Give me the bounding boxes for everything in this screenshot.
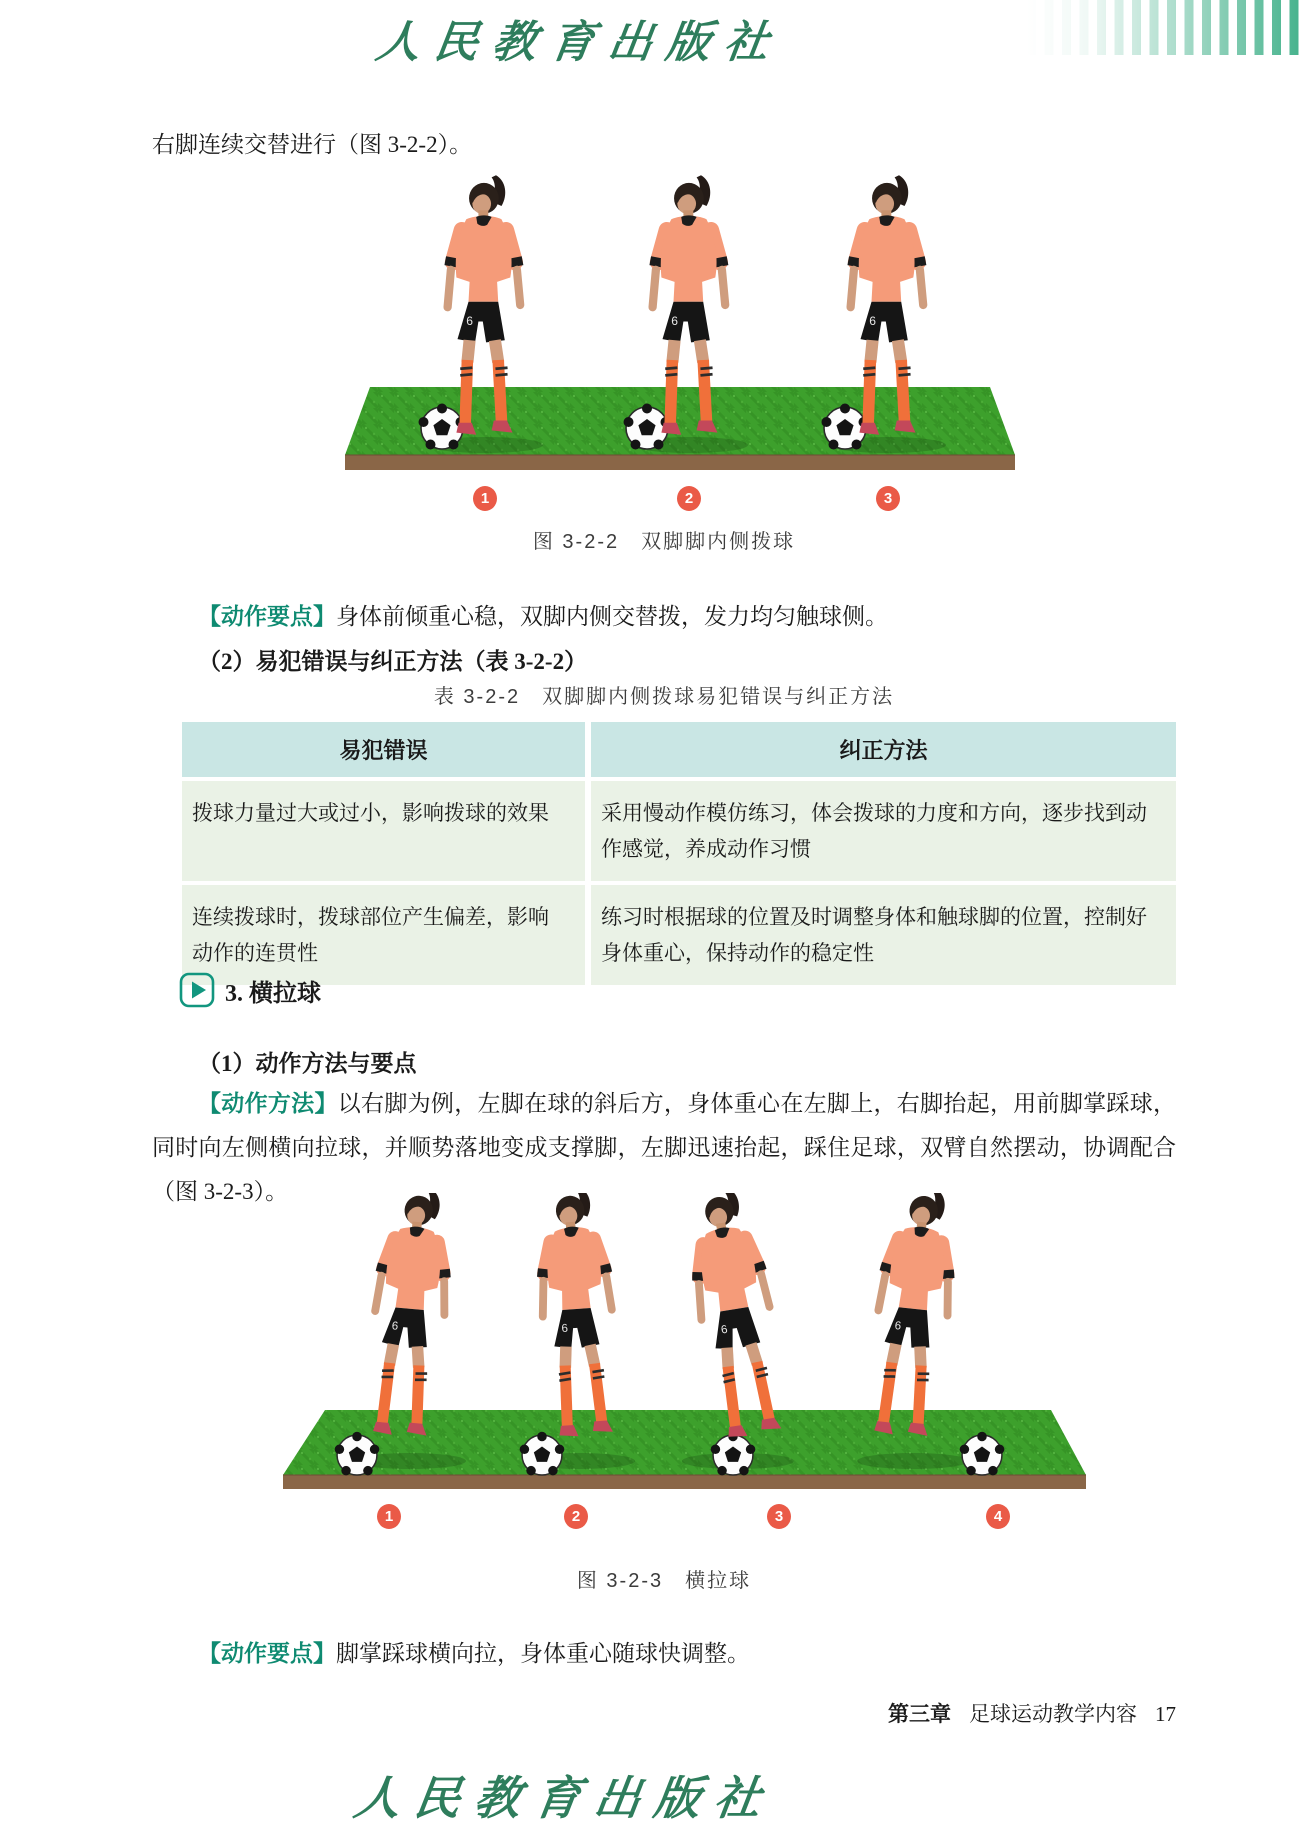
table-row2-fix: 练习时根据球的位置及时调整身体和触球脚的位置，控制好身体重心，保持动作的稳定性 <box>591 885 1176 985</box>
figure-3-2-3-caption: 图 3-2-3 横拉球 <box>576 1570 752 1592</box>
action-method-text: 以右脚为例，左脚在球的斜后方，身体重心在左脚上，右脚抬起，用前脚掌踩球，同时向左侧横向拉球，并顺势落地变成支撑脚，左脚迅速抬起，踩住足球，双臂自然摆动，协调配合（图 3-2-3）。 <box>152 1091 1177 1204</box>
action-points-323 <box>152 1632 1176 1676</box>
section-3-title: 3. 横拉球 <box>225 980 321 1007</box>
step-marker-3: 3 <box>876 486 900 511</box>
footer-page-number: 17 <box>1155 1702 1176 1726</box>
step-marker-1: 1 <box>473 486 497 511</box>
heading-errors-and-fixes: （2）易犯错误与纠正方法（表 3-2-2） <box>198 649 588 674</box>
errors-corrections-table <box>182 722 1176 985</box>
soccer-drill-illustration-1 <box>170 152 1176 486</box>
step-marker-2: 2 <box>564 1504 588 1529</box>
table-row2-error: 连续拨球时，拨球部位产生偏差，影响动作的连贯性 <box>182 885 585 985</box>
action-points-322 <box>152 595 1176 639</box>
figure-3-2-3-photo <box>170 1193 1176 1505</box>
soccer-drill-illustration-2 <box>170 1193 1176 1505</box>
action-method-label: 【动作方法】 <box>198 1091 338 1116</box>
table-row1-error: 拨球力量过大或过小，影响拨球的效果 <box>182 781 585 881</box>
figure-3-2-2-photo <box>170 152 1176 486</box>
heading-method: （1）动作方法与要点 <box>198 1051 417 1076</box>
footer-section-title: 足球运动教学内容 <box>969 1702 1137 1726</box>
step-marker-4: 4 <box>986 1504 1010 1529</box>
play-icon <box>179 972 215 1008</box>
page-footer <box>888 1698 1176 1728</box>
action-points-text: 脚掌踩球横向拉，身体重心随球快调整。 <box>336 1641 750 1666</box>
table-row1-fix: 采用慢动作模仿练习，体会拨球的力度和方向，逐步找到动作感觉，养成动作习惯 <box>591 781 1176 881</box>
step-marker-1: 1 <box>377 1504 401 1529</box>
action-points-label: 【动作要点】 <box>198 604 336 629</box>
table-header-error: 易犯错误 <box>182 722 585 777</box>
action-points-label: 【动作要点】 <box>198 1641 336 1666</box>
table-header-fix: 纠正方法 <box>591 722 1176 777</box>
header-stripes-decoration <box>1027 0 1303 55</box>
footer-chapter: 第三章 <box>888 1702 951 1726</box>
publisher-logo-top: 人民教育出版社 <box>372 17 786 68</box>
section-3-heading <box>179 972 321 1008</box>
intro-paragraph: 右脚连续交替进行（图 3-2-2）。 <box>152 132 473 157</box>
publisher-logo-bottom: 人民教育出版社 <box>350 1771 779 1825</box>
action-points-text: 身体前倾重心稳，双脚内侧交替拨，发力均匀触球侧。 <box>336 604 888 629</box>
step-marker-3: 3 <box>767 1504 791 1529</box>
table-3-2-2-caption: 表 3-2-2 双脚脚内侧拨球易犯错误与纠正方法 <box>433 686 895 708</box>
figure-3-2-2-caption: 图 3-2-2 双脚脚内侧拨球 <box>532 531 796 553</box>
step-marker-2: 2 <box>677 486 701 511</box>
